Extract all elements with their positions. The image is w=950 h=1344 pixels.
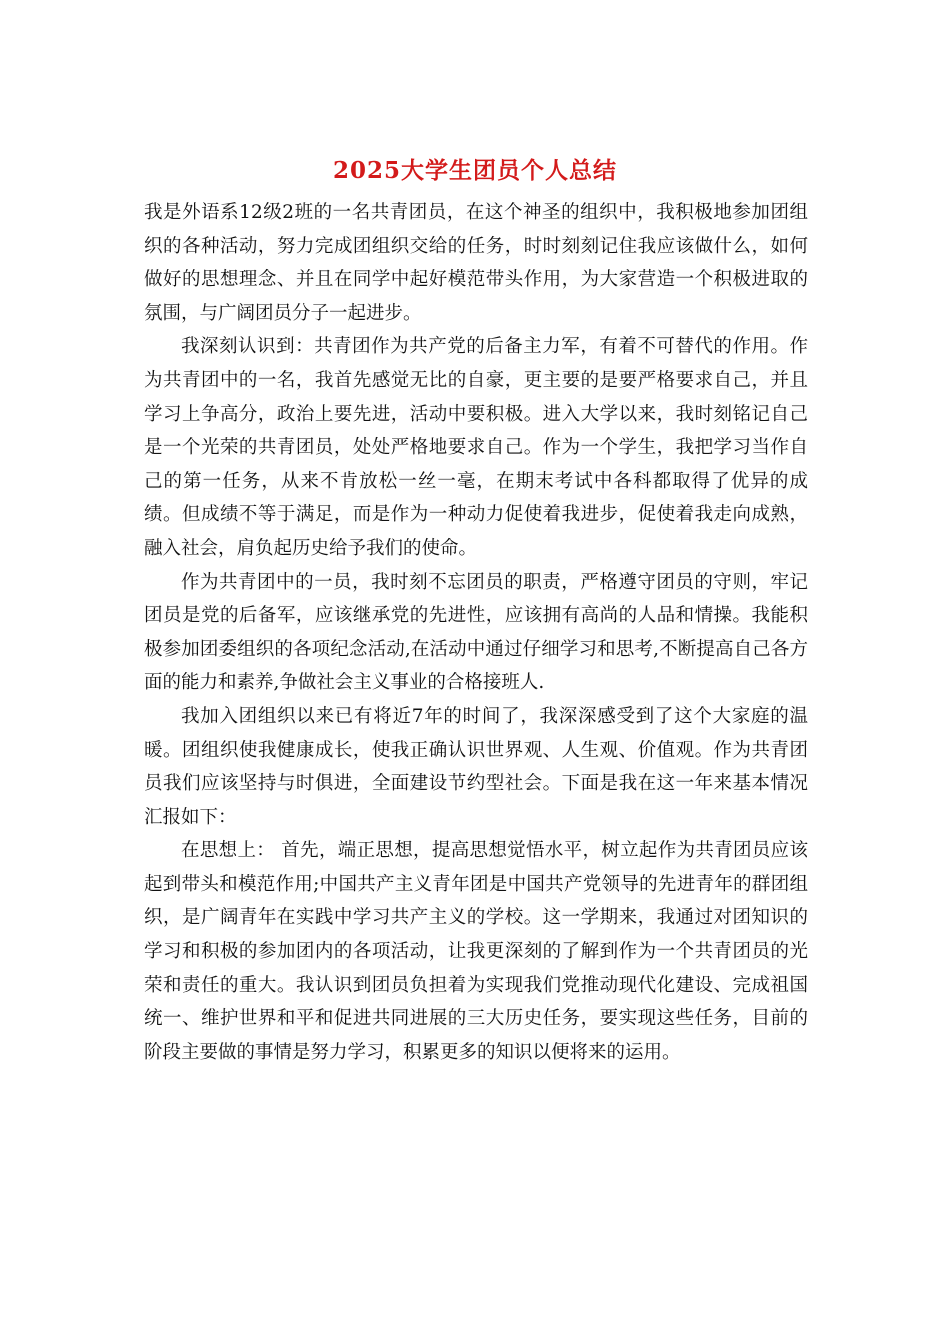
paragraph-1: 我是外语系12级2班的一名共青团员，在这个神圣的组织中，我积极地参加团组织的各种活动，努力完成团组织交给的任务，时时刻刻记住我应该做什么，如何做好的思想理念、并且在同学中起好模范带头作用，为大家营造一个积极进取的氛围，与广阔团员分子一起进步。	[144, 202, 808, 324]
paragraph-4: 我加入团组织以来已有将近7年的时间了，我深深感受到了这个大家庭的温暖。团组织使我健康成长，使我正确认识世界观、人生观、价值观。作为共青团员我们应该坚持与时俱进，全面建设节约型社会。下面是我在这一年来基本情况汇报如下：	[144, 705, 808, 828]
paragraph-5: 在思想上： 首先，端正思想，提高思想觉悟水平，树立起作为共青团员应该起到带头和模范作用;中国共产主义青年团是中国共产党领导的先进青年的群团组织，是广阔青年在实践中学习共产主义的学校。这一学期来，我通过对团知识的学习和积极的参加团内的各项活动，让我更深刻的了解到作为一个共青团员的光荣和责任的重大。我认识到团员负担着为实现我们党推动现代化建设、完成祖国统一、维护世界和平和促进共同进展的三大历史任务，要实现这些任务，目前的阶段主要做的事情是努力学习，积累更多的知识以便将来的运用。	[144, 840, 808, 1063]
document-body	[144, 196, 808, 1069]
document-title: 2025大学生团员个人总结	[332, 157, 617, 184]
paragraph-3: 作为共青团中的一员，我时刻不忘团员的职责，严格遵守团员的守则，牢记团员是党的后备军，应该继承党的先进性，应该拥有高尚的人品和情操。我能积极参加团委组织的各项纪念活动,在活动中通过仔细学习和思考,不断提高自己各方面的能力和素养,争做社会主义事业的合格接班人.	[144, 571, 808, 694]
paragraph-2: 我深刻认识到：共青团作为共产党的后备主力军，有着不可替代的作用。作为共青团中的一名，我首先感觉无比的自豪，更主要的是要严格要求自己，并且学习上争高分，政治上要先进，活动中要积极。进入大学以来，我时刻铭记自己是一个光荣的共青团员，处处严格地要求自己。作为一个学生，我把学习当作自己的第一任务，从来不肯放松一丝一毫，在期末考试中各科都取得了优异的成绩。但成绩不等于满足，而是作为一种动力促使着我进步，促使着我走向成熟，融入社会，肩负起历史给予我们的使命。	[144, 336, 808, 559]
